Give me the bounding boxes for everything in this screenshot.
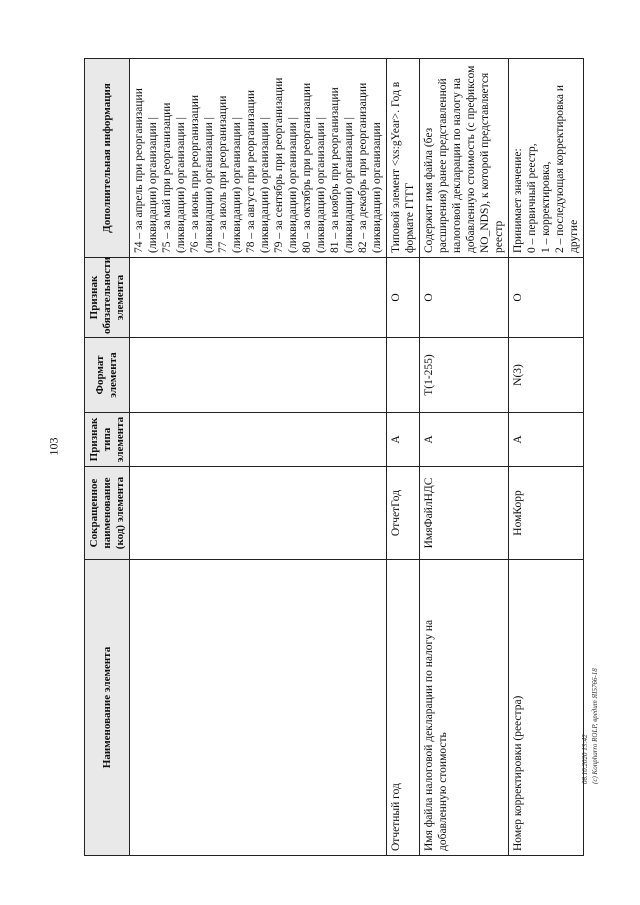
cell-type: А — [387, 413, 420, 467]
info-line: 75 – за май при реорганизации (ликвидации) организации | — [161, 102, 187, 253]
cell-info — [509, 59, 584, 258]
page-number: 103 — [46, 437, 61, 456]
info-line: 79 – за сентябрь при реорганизации (ликвидации) организации | — [273, 77, 299, 253]
cell-name: Номер корректировки (реестра) — [509, 560, 584, 856]
cell-info-continued — [130, 59, 387, 258]
cell-info: Содержит имя файла (без расширения) ранее представленной налоговой декларации по налогу на добавленную стоимость (с префиксом NO_NDS), к которой представляется реестр — [420, 59, 509, 258]
info-line: 77 – за июль при реорганизации (ликвидации) организации | — [217, 95, 243, 253]
header-element-format: Формат элемента — [85, 338, 130, 413]
cell-required: О — [387, 258, 420, 338]
header-additional-info: Дополнительная информация — [85, 59, 130, 258]
info-line: 82 – за декабрь при реорганизации (ликвидации) организации — [357, 82, 383, 253]
cell-code: НомКорр — [509, 467, 584, 560]
cell-required: О — [509, 258, 584, 338]
rotated-table-container — [84, 59, 590, 856]
info-line: 1 – корректировка, — [540, 161, 552, 253]
info-line: 74 – за апрель при реорганизации (ликвидации) организации | — [133, 88, 159, 253]
cell-format — [387, 338, 420, 413]
table-row — [387, 59, 420, 856]
element-spec-table — [84, 58, 584, 856]
header-element-required: Признак обязательности элемента — [85, 258, 130, 338]
cell-format: T(1-255) — [420, 338, 509, 413]
cell-format: N(3) — [509, 338, 584, 413]
header-element-code: Сокращенное наименование (код) элемента — [85, 467, 130, 560]
header-element-type: Признак типа элемента — [85, 413, 130, 467]
cell-name-empty — [130, 560, 387, 856]
table-header-row — [85, 59, 130, 856]
table-row-continued — [130, 59, 387, 856]
table-row — [420, 59, 509, 856]
footer-source: (c) Konpharro ROLP, вредит ЯI5766-18 — [591, 668, 599, 784]
cell-code-empty — [130, 467, 387, 560]
info-line: 76 – за июнь при реорганизации (ликвидации) организации | — [189, 94, 215, 253]
footer-timestamp: 08.10.2020 13:42 — [581, 734, 589, 784]
info-line: 81 – за ноябрь при реорганизации (ликвидации) организации | — [329, 87, 355, 253]
cell-required: О — [420, 258, 509, 338]
cell-type: А — [509, 413, 584, 467]
info-line: 2 – последующая корректировка и другие — [554, 84, 580, 253]
header-element-name: Наименование элемента — [85, 560, 130, 856]
info-line: 0 – первичный реестр, — [526, 143, 538, 253]
cell-required-empty — [130, 258, 387, 338]
info-line: 78 – за август при реорганизации (ликвидации) организации | — [245, 89, 271, 253]
cell-type: А — [420, 413, 509, 467]
cell-type-empty — [130, 413, 387, 467]
cell-code: ИмяФайлНДС — [420, 467, 509, 560]
table-row — [509, 59, 584, 856]
cell-info: Типовой элемент <xs:gYear>. Год в формате ГГГГ — [387, 59, 420, 258]
cell-name: Имя файла налоговой декларации по налогу на добавленную стоимость — [420, 560, 509, 856]
cell-code: ОтчетГод — [387, 467, 420, 560]
cell-format-empty — [130, 338, 387, 413]
info-line: 80 – за октябрь при реорганизации (ликвидации) организации | — [301, 82, 327, 253]
cell-name: Отчетный год — [387, 560, 420, 856]
info-line: Принимает значение: — [512, 148, 524, 253]
